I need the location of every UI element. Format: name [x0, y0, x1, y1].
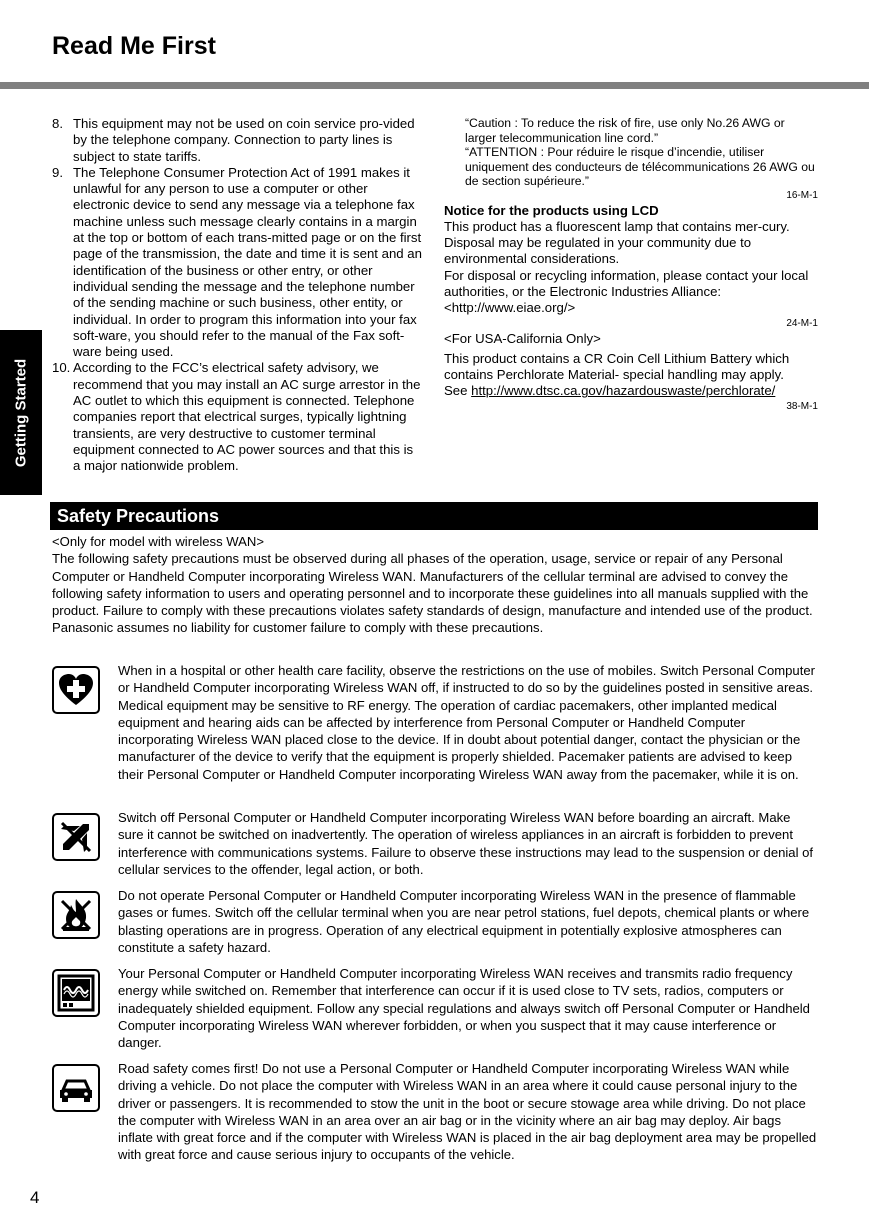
- see-label: See: [444, 383, 472, 399]
- car-icon: [52, 1064, 100, 1112]
- california-heading: <For USA-California Only>: [444, 330, 601, 346]
- list-item-text: According to the FCC’s electrical safety advisory, we recommend that you may install an AC surge arrestor in the AC outlet to which this equipment is connected. Telephone companies report that electrical surges, typically lightning transients, are very destructive to customer terminal equipment connected to AC power sources and that this is a major nationwide problem.: [73, 360, 421, 474]
- precaution-text: Your Personal Computer or Handheld Computer incorporating Wireless WAN receives and transmits radio frequency energy while switched on. Remember that interference can occur if it is used close to TV sets, radios, computers or inadequately shielded equipment. Follow any special regulations and always switch off Personal Computer or Handheld Computer incorporating Wireless WAN wherever forbidden, or when you suspect that it may cause interference or danger.: [118, 966, 810, 1051]
- reference-code: 16-M-1: [786, 189, 818, 201]
- safety-intro-note: <Only for model with wireless WAN>: [52, 534, 264, 549]
- right-column: [444, 116, 818, 414]
- list-item: [52, 116, 424, 165]
- precaution-text: Do not operate Personal Computer or Handheld Computer incorporating Wireless WAN in the presence of flammable gases or fumes. Switch off the cellular terminal when you are near petrol stations, fuel depots, chemical plants or where blasting operations are in progress. Operation of any electrical equipment in potentially explosive atmospheres can constitute a safety hazard.: [118, 888, 810, 955]
- list-item-text: This equipment may not be used on coin service pro-vided by the telephone company. Connection to party lines is subject to state tariffs.: [73, 116, 415, 164]
- precaution-text: Road safety comes first! Do not use a Personal Computer or Handheld Computer incorporating Wireless WAN while driving a vehicle. Do not place the computer with Wireless WAN in an area where it could cause personal injury to the driver or passengers. It is recommended to stow the unit in the boot or secure stowage area while driving. Do not place the computer with Wireless WAN in an area over an air bag or in the vicinity where an air bag may deploy. Air bags inflate with great force and if the computer with Wireless WAN is placed in the air bag deployment area may be propelled with great force and cause serious injury to occupants of the vehicle.: [118, 1061, 817, 1163]
- header-rule: [0, 82, 869, 89]
- lcd-notice-heading: Notice for the products using LCD: [444, 202, 659, 218]
- section-side-tab: [0, 330, 42, 495]
- caution-english: “Caution : To reduce the risk of fire, use only No.26 AWG or larger telecommunication line cord.”: [465, 116, 785, 145]
- reference-code: 38-M-1: [786, 400, 818, 412]
- page-title: Read Me First: [52, 32, 216, 60]
- list-item-number: 8.: [52, 116, 63, 131]
- section-side-tab-label: Getting Started: [12, 358, 30, 467]
- page-number: 4: [30, 1188, 40, 1207]
- list-item-text: The Telephone Consumer Protection Act of 1991 makes it unlawful for any person to use a computer or other electronic device to send any message via a telephone fax machine unless such message clearly contains in a margin at the top or bottom of each trans-mitted page or on the first page of the transmission, the date and time it is sent and an identification of the business or other entry, or other individual sending the message and the telephone number of the sending machine or such business, other entity, or individual. In order to program this information into your fax soft-ware, you should refer to the manual of the Fax soft-ware being used.: [73, 164, 422, 360]
- safety-intro-text: The following safety precautions must be observed during all phases of the operation, usage, service or repair of any Personal Computer or Handheld Computer incorporating Wireless WAN. Manufacturers of the cellular terminal are advised to convey the following safety information to users and operating personnel and to incorporate these guidelines into all manuals supplied with the product. Failure to comply with these precautions violates safety standards of design, manufacture and intended use of the product. Panasonic assumes no liability for customer failure to comply with these precautions.: [52, 551, 813, 636]
- safety-intro: [52, 533, 818, 637]
- list-item: [52, 360, 424, 474]
- list-item: [52, 165, 424, 361]
- no-fire-icon: [52, 891, 100, 939]
- precaution-text: When in a hospital or other health care facility, observe the restrictions on the use of mobiles. Switch Personal Computer or Handheld Computer incorporating Wireless WAN off, if instructed to do so by the guidelines posted in sensitive areas. Medical equipment may be sensitive to RF energy. The operation of cardiac pacemakers, other implanted medical equipment and hearing aids can be affected by interference from Personal Computer or Handheld Computer incorporating Wireless WAN placed close to the device. If in doubt about potential danger, contact the physician or the manufacturer of the device to verify that the equipment is properly shielded. Pacemaker patients are advised to keep their Personal Computer or Handheld Computer incorporating Wireless WAN away from the pacemaker, while it is on.: [118, 663, 815, 782]
- no-airplane-icon: [52, 813, 100, 861]
- lcd-disposal-text: For disposal or recycling information, please contact your local authorities, or the Electronic Industries Alliance: <http://www.eiae.org/>: [444, 267, 809, 316]
- section-heading: Safety Precautions: [50, 502, 818, 530]
- list-item-number: 9.: [52, 164, 63, 180]
- reference-code: 24-M-1: [786, 317, 818, 329]
- california-text: This product contains a CR Coin Cell Lithium Battery which contains Perchlorate Material- special handling may apply.: [444, 350, 790, 383]
- precaution-text: Switch off Personal Computer or Handheld Computer incorporating Wireless WAN before boarding an aircraft. Make sure it cannot be switched on inadvertently. The operation of wireless appliances in an aircraft is forbidden to prevent interference with communications systems. Failure to observe these instructions may lead to the suspension or denial of cellular services to the offender, legal action, or both.: [118, 810, 814, 877]
- caution-french: “ATTENTION : Pour réduire le risque d’incendie, utiliser uniquement des conducteurs de télécommunications 26 AWG ou de section supérieure.”: [465, 145, 815, 188]
- medical-heart-icon: [52, 666, 100, 714]
- list-item-number: 10.: [52, 360, 71, 376]
- lcd-notice-text: This product has a fluorescent lamp that contains mer-cury. Disposal may be regulated in your community due to environmental considerations.: [444, 218, 790, 267]
- left-column: [52, 116, 424, 475]
- tv-interference-icon: [52, 969, 100, 1017]
- california-see-line: [444, 383, 818, 399]
- perchlorate-link[interactable]: http://www.dtsc.ca.gov/hazardouswaste/perchlorate/: [471, 383, 776, 399]
